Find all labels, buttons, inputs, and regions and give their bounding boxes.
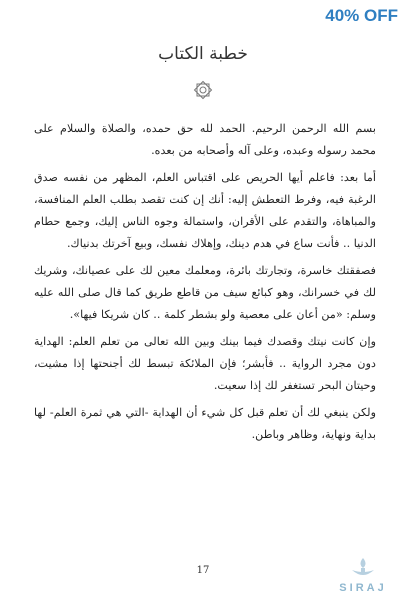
paragraph-intro: أما بعد: فاعلم أيها الحريص على اقتباس العلم، المظهر من نفسه صدق الرغبة فيه، وفرط التعطش إليه: أنك إن كنت تقصد بطلب العلم المنافسة، والمباهاة، والتقدم على الأقران، واستمالة وجوه الناس إليك، وجمع حطام الدنيا .. فأنت ساع في هدم دينك، وإهلاك نفسك، وبيع آخرتك بدنياك. bbox=[34, 171, 376, 250]
ornament-icon bbox=[193, 80, 213, 100]
paragraph-glad-tidings: وإن كانت نيتك وقصدك فيما بينك وبين الله تعالى من تعلم العلم: الهداية دون مجرد الرواية .. فأبشر؛ فإن الملائكة تبسط لك أجنحتها إذا مشيت، وحيتان البحر تستغفر لك إذا سعيت. bbox=[34, 335, 376, 392]
page-title: خطبة الكتاب bbox=[158, 44, 248, 64]
paragraph-warning: فصفقتك خاسرة، وتجارتك بائرة، ومعلمك معين لك على عصيانك، وشريك لك في خسرانك، وهو كبائع سيف من قاطع طريق كما قال صلى الله عليه وسلم: «من أعان على معصية ولو بشطر كلمة .. كان شريكا فيها». bbox=[34, 264, 376, 321]
paragraph-basmala: بسم الله الرحمن الرحيم. الحمد لله حق حمده، والصلاة والسلام على محمد رسوله وعبده، وعلى آله وأصحابه من بعده. bbox=[34, 122, 376, 157]
watermark-text: SIRAJ bbox=[339, 582, 387, 594]
watermark bbox=[332, 556, 394, 594]
discount-badge: 40% OFF bbox=[325, 6, 398, 25]
paragraph-guidance: ولكن ينبغي لك أن تعلم قبل كل شيء أن الهداية -التي هي ثمرة العلم- لها بداية ونهاية، وظاهر وباطن. bbox=[34, 406, 376, 441]
lamp-icon bbox=[348, 556, 378, 580]
page-number: 17 bbox=[196, 565, 210, 576]
text-body bbox=[34, 118, 376, 451]
